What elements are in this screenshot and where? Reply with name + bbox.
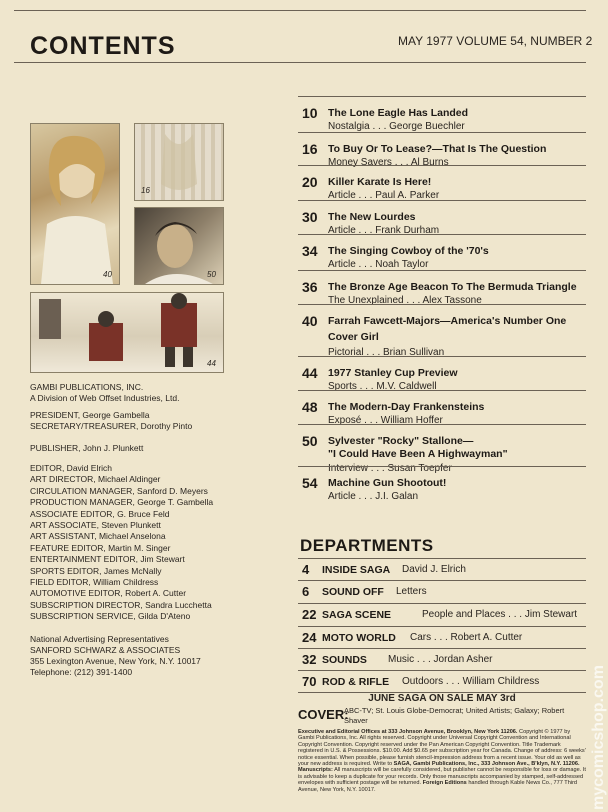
article-page: 20 [302, 174, 318, 190]
masthead-row: EDITOR, David Elrich [30, 463, 113, 473]
article-title: The Bronze Age Beacon To The Bermuda Triangle [328, 281, 577, 293]
department-title: SOUNDS [322, 654, 367, 666]
article-entry[interactable] [298, 96, 586, 134]
article-byline: Money Savers . . . Al Burns [328, 157, 449, 168]
article-entry[interactable] [298, 424, 586, 474]
department-byline: Cars . . . Robert A. Cutter [410, 632, 523, 643]
masthead-row: SUBSCRIPTION DIRECTOR, Sandra Lucchetta [30, 599, 212, 610]
article-entry[interactable] [298, 200, 586, 235]
page-title: CONTENTS [30, 32, 176, 60]
department-page: 32 [302, 652, 317, 667]
fine-print [298, 729, 586, 793]
department-entry[interactable] [298, 626, 586, 648]
photo-number: 50 [207, 270, 216, 279]
article-title: Killer Karate Is Here! [328, 176, 432, 188]
article-title: To Buy Or To Lease?—That Is The Question [328, 143, 547, 155]
stallone-photo [134, 207, 224, 285]
photo-number: 16 [141, 186, 150, 195]
article-title: 1977 Stanley Cup Preview [328, 367, 458, 379]
masthead-row: ART ASSISTANT, Michael Anselona [30, 531, 166, 542]
department-entry[interactable] [298, 648, 586, 670]
article-entry[interactable] [298, 356, 586, 391]
advertising-line: 355 Lexington Avenue, New York, N.Y. 10017 [30, 656, 201, 666]
department-byline: Outdoors . . . William Childress [402, 676, 540, 687]
masthead-row: ASSOCIATE EDITOR, G. Bruce Feld [30, 508, 170, 519]
farrah-photo-art [31, 124, 119, 284]
masthead-row: FEATURE EDITOR, Martin M. Singer [30, 542, 171, 553]
publisher-line: PUBLISHER, John J. Plunkett [30, 443, 144, 453]
masthead-row: AUTOMOTIVE EDITOR, Robert A. Cutter [30, 588, 187, 599]
copyright-text: Copyright © 1977 by Gambi Publications, Inc. All rights reserved. Copyright under Universal Copyright Convention and International Copyright Convention. Copyright reserved under the Pan American Copyright Convention. Title Trademark registered in U.S. & Possessions. $10.00. Add $0.65 per subscription year for Canada. Change of address: 6 weeks' notice essential. When possible, please furnish stencil-impression address from a recent issue. Your old as well as your new address is required. Write to [298, 729, 586, 768]
article-title: Machine Gun Shootout! [328, 477, 447, 489]
article-byline: Pictorial . . . Brian Sullivan [328, 347, 445, 358]
article-page: 36 [302, 279, 318, 295]
hockey-photo-art [31, 293, 223, 372]
manuscripts-text: All manuscripts will be carefully considered, but publisher cannot be responsible for loss or damage. It is advisable to keep a duplicate for your records. Only those manuscripts accompanied by stamped, self-addressed envelopes with sufficient postage will be returned. [298, 767, 586, 787]
article-title: The New Lourdes [328, 211, 416, 223]
article-page: 48 [302, 399, 318, 415]
issue-info: MAY 1977 VOLUME 54, NUMBER 2 [398, 34, 593, 48]
masthead [30, 463, 213, 622]
department-entry[interactable] [298, 580, 586, 602]
article-page: 44 [302, 365, 318, 381]
article-page: 54 [302, 475, 318, 491]
cover-label: COVER: [298, 707, 349, 722]
article-byline: Article . . . Frank Durham [328, 225, 440, 236]
department-page: 70 [302, 674, 317, 689]
advertising-line: Telephone: (212) 391-1400 [30, 667, 133, 677]
top-rule [14, 10, 586, 11]
cover-credits: ABC-TV; St. Louis Globe-Democrat; United Artists; Galaxy; Robert Shaver [344, 706, 565, 725]
article-byline: Nostalgia . . . George Buechler [328, 121, 465, 132]
masthead-row: PRODUCTION MANAGER, George T. Gambella [30, 497, 214, 508]
article-title: The Lone Eagle Has Landed [328, 107, 469, 119]
article-byline: Article . . . Paul A. Parker [328, 190, 440, 201]
publisher-company: GAMBI PUBLICATIONS, INC. [30, 382, 144, 392]
department-title: SOUND OFF [322, 586, 384, 598]
article-entry[interactable] [298, 132, 586, 167]
article-title: The Modern-Day Frankensteins [328, 401, 485, 413]
article-page: 50 [302, 433, 318, 449]
department-entry[interactable] [298, 558, 586, 580]
article-byline: The Unexplained . . . Alex Tassone [328, 295, 482, 306]
department-entry[interactable] [298, 603, 586, 625]
article-page: 16 [302, 141, 318, 157]
watermark-text: mycomicshop.com [590, 665, 607, 810]
masthead-row: ART ASSOCIATE, Steven Plunkett [30, 519, 161, 530]
article-entry[interactable] [298, 390, 586, 425]
department-page: 6 [302, 584, 310, 599]
masthead-row: FIELD EDITOR, William Childress [30, 576, 159, 587]
article-entry[interactable] [298, 234, 586, 271]
article-byline: Interview . . . Susan Toepfer [328, 463, 452, 474]
article-entry[interactable] [298, 165, 586, 200]
masthead-row: ART DIRECTOR, Michael Aldinger [30, 474, 161, 485]
article-byline: Exposé . . . William Hoffer [328, 415, 443, 426]
manuscripts-label: Manuscripts: [298, 767, 333, 774]
department-title: SAGA SCENE [322, 609, 392, 621]
photo-number: 40 [103, 270, 112, 279]
masthead-row: SPORTS EDITOR, James McNally [30, 565, 162, 576]
foreign-text: handled through Kable News Co., 777 Third Avenue, New York, N.Y. 10017. [298, 780, 578, 793]
advertising-line: SANFORD SCHWARZ & ASSOCIATES [30, 645, 181, 655]
department-title: INSIDE SAGA [322, 564, 391, 576]
article-entry[interactable] [298, 466, 586, 503]
article-page: 30 [302, 209, 318, 225]
article-title: Farrah Fawcett-Majors—America's Number One [328, 315, 567, 327]
article-title-line2: "I Could Have Been A Highwayman" [328, 448, 508, 460]
department-page: 24 [302, 630, 317, 645]
photo-number: 44 [207, 359, 216, 368]
karate-photo [134, 123, 224, 201]
masthead-row: ENTERTAINMENT EDITOR, Jim Stewart [30, 554, 185, 565]
secretary-line: SECRETARY/TREASURER, Dorothy Pinto [30, 421, 193, 431]
on-sale-notice: JUNE SAGA ON SALE MAY 3rd [368, 693, 516, 704]
article-title: Sylvester "Rocky" Stallone— [328, 435, 474, 447]
farrah-photo [30, 123, 120, 285]
department-page: 4 [302, 562, 310, 577]
article-page: 10 [302, 105, 318, 121]
departments-heading: DEPARTMENTS [300, 536, 434, 555]
article-byline: Article . . . Noah Taylor [328, 259, 429, 270]
department-page: 22 [302, 607, 317, 622]
article-title-line2: Cover Girl [328, 331, 379, 343]
watermark [570, 600, 607, 810]
department-entry[interactable] [298, 670, 586, 693]
masthead-row: SUBSCRIPTION SERVICE, Gilda D'Ateno [30, 611, 191, 622]
article-byline: Sports . . . M.V. Caldwell [328, 381, 437, 392]
article-byline: Article . . . J.I. Galan [328, 491, 419, 502]
article-title: The Singing Cowboy of the '70's [328, 245, 489, 257]
department-byline: David J. Elrich [402, 564, 466, 575]
offices-line: Executive and Editorial Offices at 333 Johnson Avenue, Brooklyn, New York 11206. [298, 729, 518, 735]
article-page: 34 [302, 243, 318, 259]
foreign-label: Foreign Editions [422, 780, 467, 787]
department-byline: People and Places . . . Jim Stewart [422, 609, 578, 620]
article-entry[interactable] [298, 270, 586, 305]
write-to-address: SAGA, Gambi Publications, Inc., 333 Johnson Ave., B'klyn, N.Y. 11206. [393, 761, 580, 768]
department-byline: Letters [396, 586, 427, 597]
advertising-line: National Advertising Representatives [30, 634, 169, 644]
article-entry[interactable] [298, 304, 586, 357]
department-title: ROD & RIFLE [322, 676, 390, 688]
article-page: 40 [302, 313, 318, 329]
hockey-photo [30, 292, 224, 373]
publisher-division: A Division of Web Offset Industries, Ltd. [30, 393, 180, 403]
masthead-row: CIRCULATION MANAGER, Sanford D. Meyers [30, 485, 208, 496]
president-line: PRESIDENT, George Gambella [30, 410, 150, 420]
header-rule [14, 62, 586, 63]
department-title: MOTO WORLD [322, 632, 396, 644]
department-byline: Music . . . Jordan Asher [388, 654, 493, 665]
